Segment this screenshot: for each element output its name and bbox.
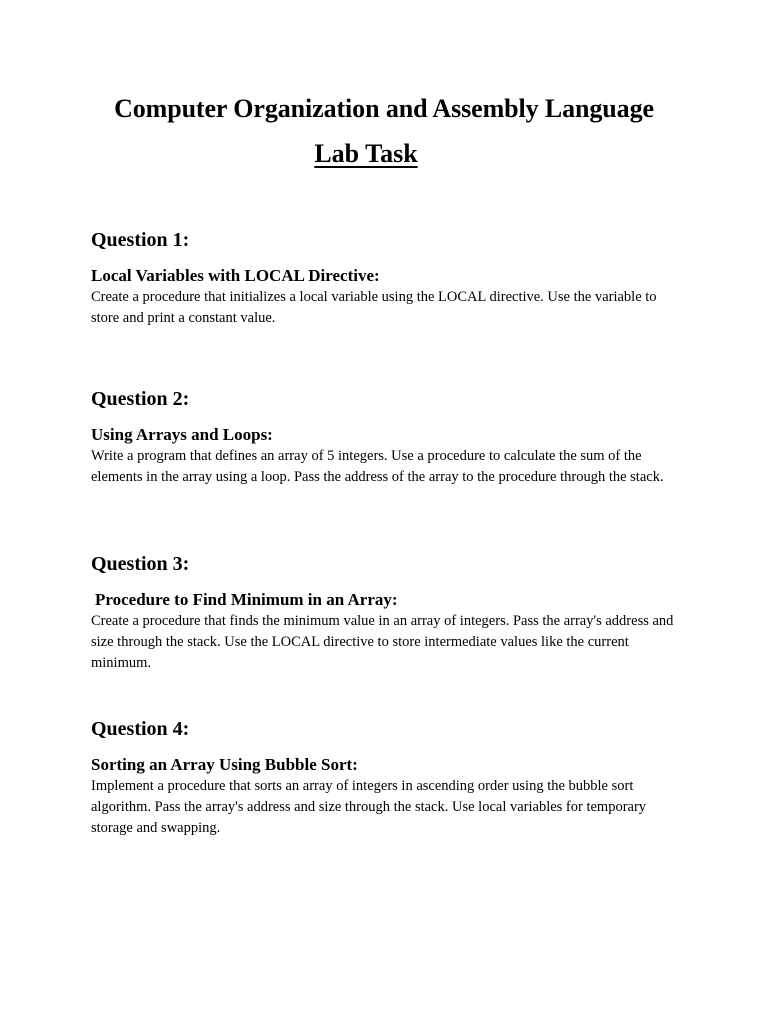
question-body: Implement a procedure that sorts an array of integers in ascending order using the bubble sort algorithm. Pass the array's address and size through the stack. Use local variables for temporary storage and swapping. <box>91 778 647 836</box>
document-title: Computer Organization and Assembly Language <box>114 94 654 123</box>
question-topic: Procedure to Find Minimum in an Array: <box>95 590 398 609</box>
question-heading: Question 2: <box>91 388 190 410</box>
question-section <box>91 227 691 329</box>
question-section <box>91 551 691 674</box>
question-topic: Local Variables with LOCAL Directive: <box>91 266 380 285</box>
question-heading: Question 1: <box>91 229 190 251</box>
question-section <box>91 386 691 488</box>
question-heading: Question 4: <box>91 718 190 740</box>
question-heading: Question 3: <box>91 553 190 575</box>
document-subtitle: Lab Task <box>314 139 418 168</box>
question-section <box>91 716 691 839</box>
question-body: Create a procedure that initializes a local variable using the LOCAL directive. Use the variable to store and print a constant value. <box>91 289 657 326</box>
question-topic: Using Arrays and Loops: <box>91 425 273 444</box>
question-body: Write a program that defines an array of 5 integers. Use a procedure to calculate the sum of the elements in the array using a loop. Pass the address of the array to the procedure through the stack. <box>91 448 664 485</box>
question-topic: Sorting an Array Using Bubble Sort: <box>91 755 358 774</box>
question-body: Create a procedure that finds the minimum value in an array of integers. Pass the array's address and size through the stack. Use the LOCAL directive to store intermediate values like the current minimum. <box>91 613 674 671</box>
